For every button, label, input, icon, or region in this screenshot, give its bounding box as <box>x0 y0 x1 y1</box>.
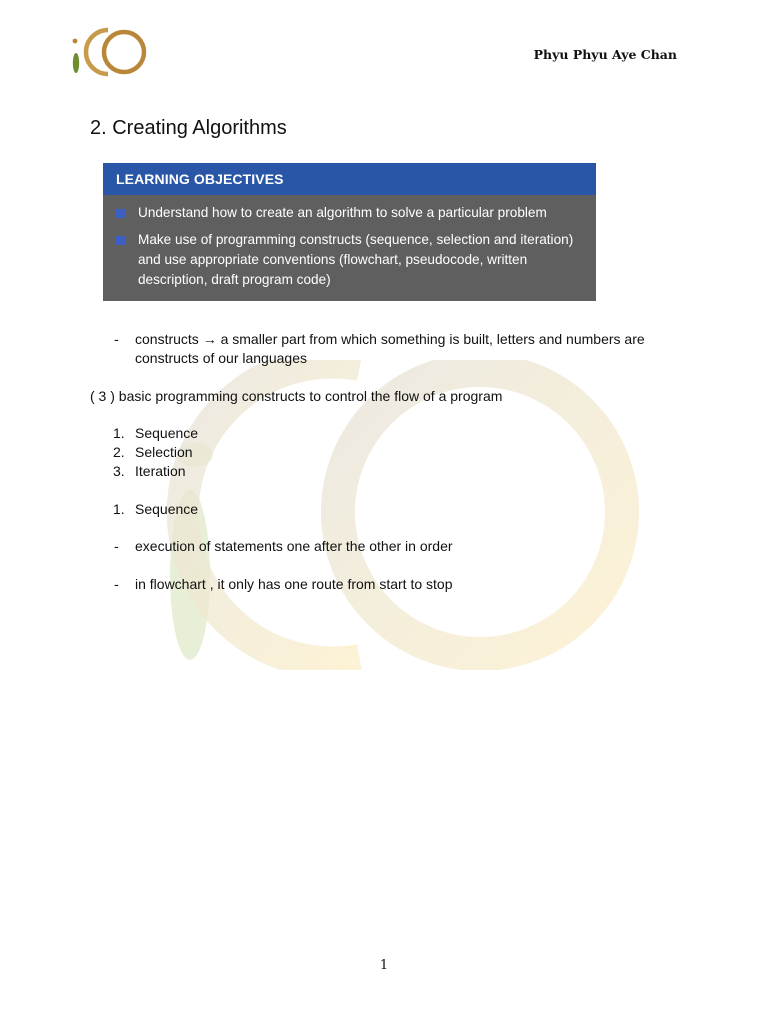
objective-item <box>116 230 586 290</box>
logo-leaf-icon <box>73 53 79 73</box>
intro-paragraph: ( 3 ) basic programming constructs to control the flow of a program <box>90 388 503 404</box>
logo-ring-right-icon <box>104 32 144 72</box>
section-number: 1. <box>113 501 125 517</box>
logo-watermark <box>160 360 660 670</box>
logo-dot-icon <box>73 39 78 44</box>
list-item: Selection <box>135 444 193 460</box>
list-item: execution of statements one after the other in order <box>135 538 453 554</box>
square-bullet-icon <box>116 209 125 218</box>
constructs-note-line1: constructs → a smaller part from which something is built, letters and numbers are <box>135 331 645 347</box>
objective-text: Understand how to create an algorithm to solve a particular problem <box>138 205 547 220</box>
learning-objectives-heading: LEARNING OBJECTIVES <box>103 163 596 195</box>
list-item: Sequence <box>135 425 199 441</box>
author-name: Phyu Phyu Aye Chan <box>533 47 677 62</box>
objective-item <box>116 203 586 223</box>
list-number: 2. <box>113 444 125 460</box>
section-heading: Sequence <box>135 501 199 517</box>
constructs-note-line2: constructs of our languages <box>135 350 307 366</box>
list-number: 3. <box>113 463 125 479</box>
list-item: Iteration <box>135 463 186 479</box>
company-logo <box>70 26 152 78</box>
list-item: in flowchart , it only has one route from start to stop <box>135 576 453 592</box>
page-number: 1 <box>379 958 389 973</box>
page-title: 2. Creating Algorithms <box>90 117 287 139</box>
list-marker: - <box>114 576 119 592</box>
square-bullet-icon <box>116 236 125 245</box>
learning-objectives-box <box>103 163 596 301</box>
list-marker: - <box>114 538 119 554</box>
watermark-ring-right-icon <box>338 370 622 654</box>
list-number: 1. <box>113 425 125 441</box>
list-marker: - <box>114 331 119 347</box>
objective-text: Make use of programming constructs (sequence, selection and iteration) and use appropriate conventions (flowchart, pseudocode, written description, draft program code) <box>138 232 574 287</box>
